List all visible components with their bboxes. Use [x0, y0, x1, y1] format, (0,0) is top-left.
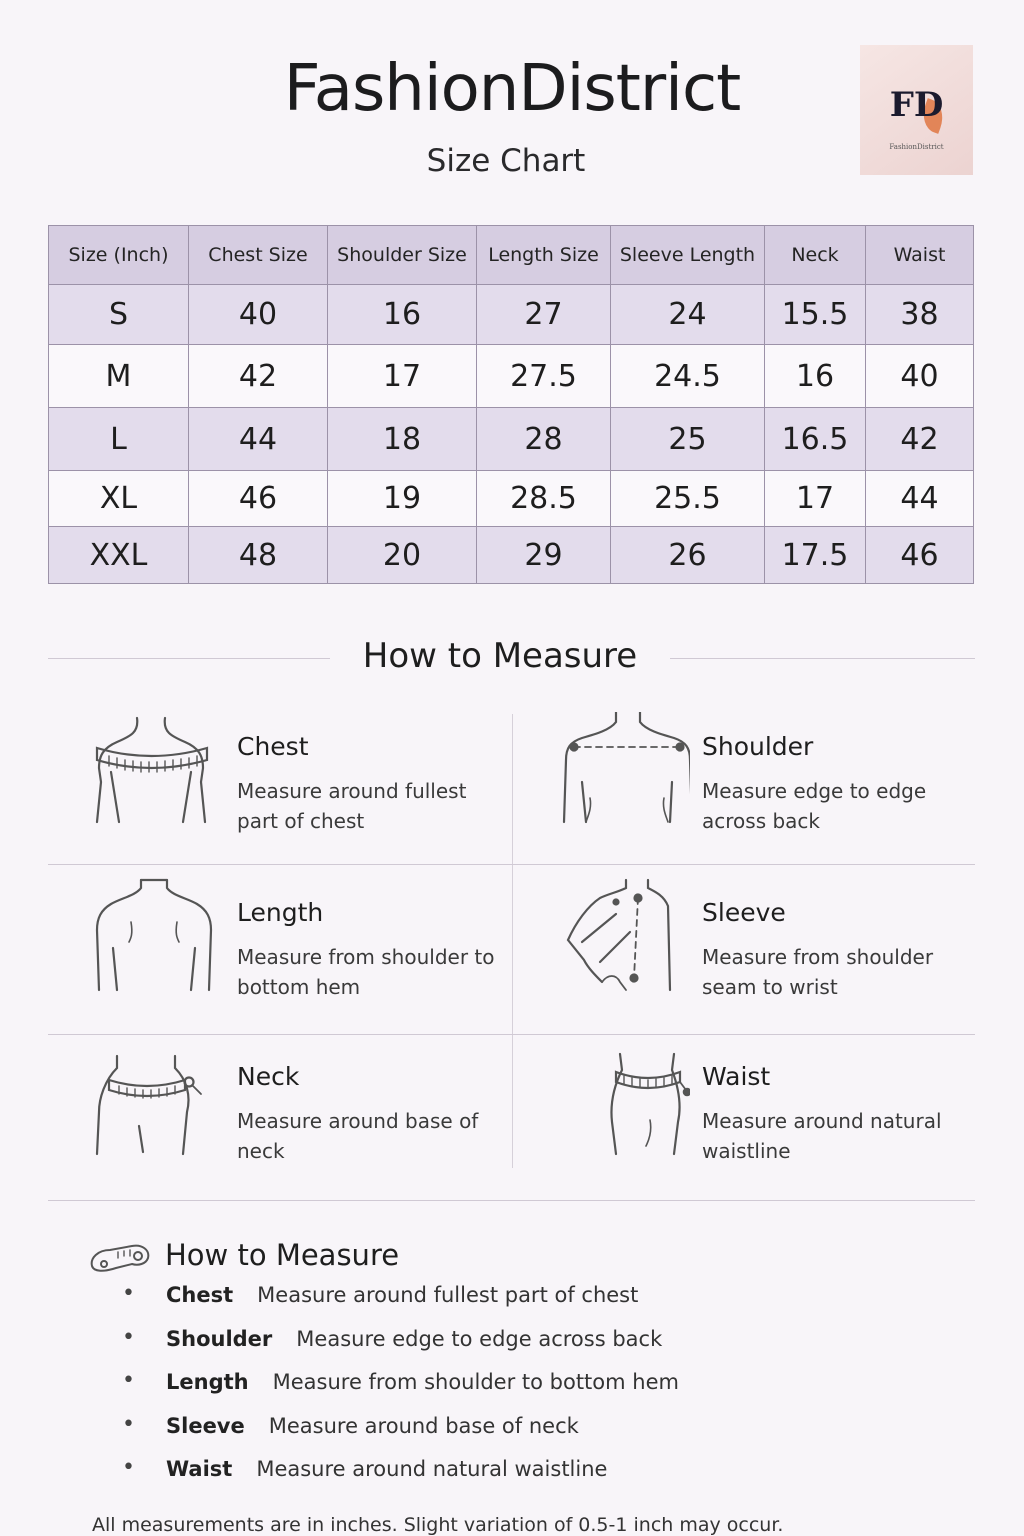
col-header: Waist	[866, 226, 974, 285]
guide-text: Measure edge to edge across back	[296, 1326, 663, 1351]
guide-label: Length	[166, 1370, 249, 1394]
table-row	[49, 345, 974, 408]
measure-desc: Measure around fullest part of chest	[237, 779, 467, 833]
table-cell: 16	[328, 285, 477, 345]
measure-title: Chest	[237, 732, 309, 761]
shoulder-icon	[560, 712, 690, 832]
table-cell: XL	[49, 471, 189, 527]
table-cell: 38	[866, 285, 974, 345]
table-cell: 19	[328, 471, 477, 527]
table-cell: 28.5	[477, 471, 611, 527]
guide-label: Shoulder	[166, 1326, 273, 1351]
col-header: Sleeve Length	[611, 226, 765, 285]
measuring-tape-icon	[88, 1238, 152, 1278]
table-cell: 20	[328, 527, 477, 584]
col-header: Chest Size	[189, 226, 328, 285]
table-cell: S	[49, 285, 189, 345]
table-cell: 16.5	[765, 408, 866, 471]
table-cell: 28	[477, 408, 611, 471]
table-cell: 17	[328, 345, 477, 408]
table-row	[49, 285, 974, 345]
divider	[48, 658, 330, 659]
list-item	[122, 1327, 679, 1371]
measure-card-chest	[55, 720, 518, 870]
list-item	[122, 1414, 679, 1458]
measure-guide-list	[122, 1283, 679, 1501]
list-item	[122, 1283, 679, 1327]
measure-desc: Measure around natural waistline	[702, 1109, 942, 1163]
col-header: Size (Inch)	[49, 226, 189, 285]
chest-icon	[95, 712, 225, 832]
measure-title: Sleeve	[702, 898, 786, 927]
neck-icon	[95, 1042, 225, 1162]
guide-text: Measure around fullest part of chest	[257, 1283, 639, 1307]
sleeve-icon	[560, 878, 690, 998]
table-cell: 48	[189, 527, 328, 584]
logo-caption: FashionDistrict	[889, 143, 944, 151]
brand-logo	[860, 45, 973, 175]
table-header-row	[49, 226, 974, 285]
footer-note: All measurements are in inches. Slight variation of 0.5-1 inch may occur.	[92, 1514, 784, 1536]
table-cell: 26	[611, 527, 765, 584]
size-chart-table	[48, 225, 974, 584]
length-icon	[95, 878, 225, 998]
measure-card-neck	[55, 1050, 518, 1200]
guide-label: Sleeve	[166, 1413, 245, 1438]
table-cell: M	[49, 345, 189, 408]
table-row	[49, 527, 974, 584]
measure-title: Shoulder	[702, 732, 814, 761]
guide-text: Measure around natural waistline	[256, 1457, 608, 1481]
how-to-measure-title: How to Measure	[362, 636, 638, 676]
table-cell: L	[49, 408, 189, 471]
table-row	[49, 408, 974, 471]
table-cell: 25	[611, 408, 765, 471]
table-cell: 29	[477, 527, 611, 584]
table-cell: 16	[765, 345, 866, 408]
measure-desc: Measure around base of neck	[237, 1109, 479, 1163]
table-cell: 17.5	[765, 527, 866, 584]
table-cell: 17	[765, 471, 866, 527]
table-cell: 18	[328, 408, 477, 471]
measure-desc: Measure from shoulder to bottom hem	[237, 945, 495, 999]
measure-title: Waist	[702, 1062, 771, 1091]
table-cell: 27	[477, 285, 611, 345]
measure-title: Length	[237, 898, 324, 927]
guide-text: Measure around base of neck	[268, 1413, 579, 1438]
measure-card-waist	[520, 1050, 983, 1200]
guide-label: Chest	[166, 1283, 234, 1307]
table-cell: 24.5	[611, 345, 765, 408]
measure-desc: Measure edge to edge across back	[702, 779, 927, 833]
table-row	[49, 471, 974, 527]
col-header: Shoulder Size	[328, 226, 477, 285]
table-cell: 46	[866, 527, 974, 584]
col-header: Neck	[765, 226, 866, 285]
table-cell: XXL	[49, 527, 189, 584]
table-cell: 25.5	[611, 471, 765, 527]
table-cell: 44	[866, 471, 974, 527]
table-cell: 40	[866, 345, 974, 408]
table-cell: 15.5	[765, 285, 866, 345]
brand-title: FashionDistrict	[283, 52, 741, 126]
guide-title: How to Measure	[165, 1238, 400, 1272]
col-header: Length Size	[477, 226, 611, 285]
measure-desc: Measure from shoulder seam to wrist	[702, 945, 934, 999]
measure-card-shoulder	[520, 720, 983, 870]
table-cell: 42	[866, 408, 974, 471]
divider	[670, 658, 975, 659]
page-subtitle: Size Chart	[426, 143, 586, 179]
waist-icon	[560, 1042, 690, 1162]
table-cell: 27.5	[477, 345, 611, 408]
logo-monogram: FD	[889, 85, 944, 125]
table-cell: 40	[189, 285, 328, 345]
list-item	[122, 1457, 679, 1501]
measure-card-length	[55, 886, 518, 1036]
divider	[48, 1200, 975, 1201]
guide-label: Waist	[166, 1457, 233, 1481]
measure-title: Neck	[237, 1062, 300, 1091]
table-cell: 42	[189, 345, 328, 408]
table-cell: 24	[611, 285, 765, 345]
guide-text: Measure from shoulder to bottom hem	[272, 1370, 679, 1394]
measure-card-sleeve	[520, 886, 983, 1036]
table-cell: 44	[189, 408, 328, 471]
table-cell: 46	[189, 471, 328, 527]
list-item	[122, 1370, 679, 1414]
